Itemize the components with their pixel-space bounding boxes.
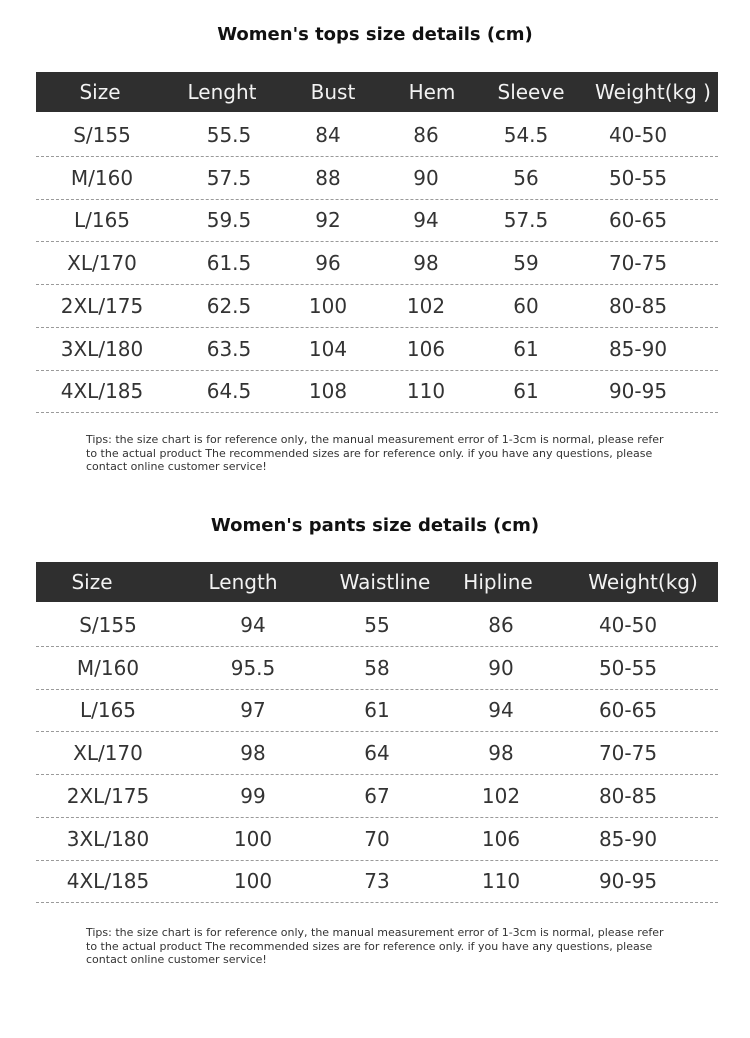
table-cell: 110 (406, 379, 446, 404)
table-row (36, 157, 718, 200)
col-size: Size (79, 80, 121, 104)
table-cell: S/155 (79, 613, 137, 637)
table-row (36, 285, 718, 328)
table-cell: 61 (513, 379, 539, 404)
table-cell: 90 (413, 165, 439, 190)
col-length: Length (208, 570, 278, 594)
table-row (36, 328, 718, 371)
table-cell: 60-65 (598, 698, 658, 723)
table-cell: 3XL/180 (60, 336, 144, 361)
table-cell: 55 (364, 613, 390, 637)
table-cell: 108 (308, 379, 348, 404)
table-cell: 70 (364, 826, 390, 851)
table-cell: 95.5 (230, 655, 276, 680)
col-length: Lenght (187, 80, 257, 104)
table-cell: 59.5 (206, 208, 252, 233)
pants-title: Women's pants size details (cm) (210, 515, 540, 536)
table-cell: XL/170 (73, 741, 143, 766)
col-size: Size (71, 570, 113, 594)
table-cell: 85-90 (598, 826, 658, 851)
table-row (36, 604, 718, 647)
table-cell: 4XL/185 (66, 869, 150, 894)
table-row (36, 860, 718, 903)
table-cell: 56 (513, 165, 539, 190)
table-cell: 61.5 (206, 251, 252, 276)
table-cell: 96 (315, 251, 341, 276)
table-row (36, 689, 718, 732)
table-cell: 40-50 (608, 123, 668, 147)
table-cell: XL/170 (67, 251, 137, 276)
table-cell: 61 (364, 698, 390, 723)
table-cell: 4XL/185 (60, 379, 144, 404)
table-cell: 40-50 (598, 613, 658, 637)
table-row (36, 732, 718, 775)
col-bust: Bust (310, 80, 356, 104)
table-cell: 62.5 (206, 293, 252, 318)
table-row (36, 818, 718, 861)
table-cell: 98 (240, 741, 266, 766)
table-row (36, 370, 718, 413)
table-cell: 85-90 (608, 336, 668, 361)
table-cell: 94 (488, 698, 514, 723)
table-cell: 106 (406, 336, 446, 361)
col-hem: Hem (408, 80, 456, 104)
table-cell: 90 (488, 655, 514, 680)
table-cell: 50-55 (608, 165, 668, 190)
tops-tips: Tips: the size chart is for reference only, the manual measurement error of 1-3cm is normal, please refer to the actual product The recommended sizes are for reference only. if you have any questions, please contact online customer service! (86, 433, 664, 473)
table-cell: 98 (413, 251, 439, 276)
table-cell: 80-85 (608, 293, 668, 318)
table-cell: 94 (413, 208, 439, 233)
table-cell: L/165 (79, 698, 137, 723)
col-sleeve: Sleeve (497, 80, 565, 104)
table-cell: 3XL/180 (66, 826, 150, 851)
table-cell: 73 (364, 869, 390, 894)
table-cell: 55.5 (206, 123, 252, 147)
table-cell: 104 (308, 336, 348, 361)
table-cell: 86 (488, 613, 514, 637)
table-cell: 60-65 (608, 208, 668, 233)
table-cell: 64.5 (206, 379, 252, 404)
table-cell: 90-95 (598, 869, 658, 894)
table-cell: 60 (513, 293, 539, 318)
table-cell: M/160 (76, 655, 140, 680)
table-cell: 61 (513, 336, 539, 361)
table-cell: 57.5 (503, 208, 549, 233)
table-cell: 102 (406, 293, 446, 318)
table-cell: 2XL/175 (66, 783, 150, 808)
table-cell: 100 (308, 293, 348, 318)
pants-table-header (36, 562, 718, 602)
table-cell: 99 (240, 783, 266, 808)
table-cell: 70-75 (598, 741, 658, 766)
table-row (36, 242, 718, 285)
table-cell: 64 (364, 741, 390, 766)
table-cell: 50-55 (598, 655, 658, 680)
col-waistline: Waistline (339, 570, 431, 594)
table-cell: 92 (315, 208, 341, 233)
table-cell: M/160 (70, 165, 134, 190)
table-cell: 100 (233, 826, 273, 851)
table-cell: 106 (481, 826, 521, 851)
table-row (36, 647, 718, 690)
table-row (36, 114, 718, 157)
table-cell: 88 (315, 165, 341, 190)
table-cell: 59 (513, 251, 539, 276)
table-cell: 98 (488, 741, 514, 766)
table-cell: 90-95 (608, 379, 668, 404)
tops-table-header (36, 72, 718, 112)
table-cell: 100 (233, 869, 273, 894)
col-hipline: Hipline (463, 570, 533, 594)
tops-title: Women's tops size details (cm) (217, 24, 533, 45)
table-row (36, 199, 718, 242)
table-cell: 58 (364, 655, 390, 680)
table-cell: 63.5 (206, 336, 252, 361)
table-row (36, 775, 718, 818)
table-cell: 102 (481, 783, 521, 808)
col-weight: Weight(kg ) (595, 80, 711, 104)
table-cell: L/165 (73, 208, 131, 233)
table-cell: 70-75 (608, 251, 668, 276)
col-weight: Weight(kg) (588, 570, 698, 594)
pants-tips: Tips: the size chart is for reference only, the manual measurement error of 1-3cm is normal, please refer to the actual product The recommended sizes are for reference only. if you have any questions, please contact online customer service! (86, 926, 664, 966)
table-cell: 84 (315, 123, 341, 147)
table-cell: 54.5 (503, 123, 549, 147)
table-cell: 86 (413, 123, 439, 147)
table-cell: S/155 (73, 123, 131, 147)
table-cell: 67 (364, 783, 390, 808)
table-cell: 94 (240, 613, 266, 637)
table-cell: 80-85 (598, 783, 658, 808)
table-cell: 97 (240, 698, 266, 723)
table-cell: 57.5 (206, 165, 252, 190)
table-cell: 110 (481, 869, 521, 894)
table-cell: 2XL/175 (60, 293, 144, 318)
